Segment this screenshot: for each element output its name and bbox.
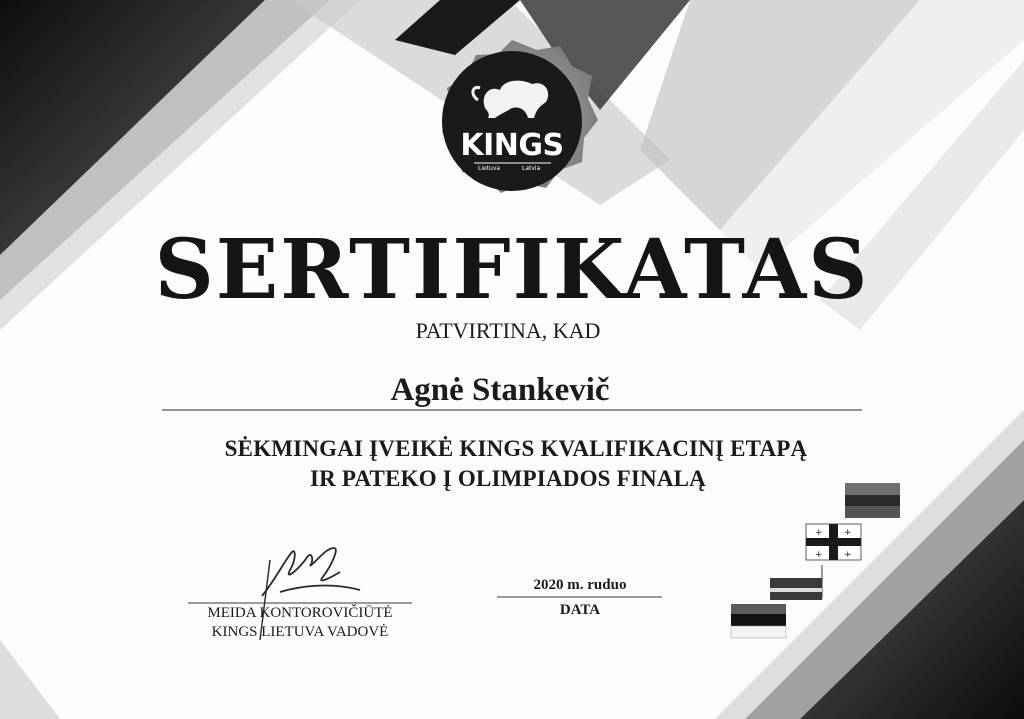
logo-small-right-text: Latvia [522,165,541,172]
date-value: 2020 m. ruduo [533,577,627,593]
bottom-left-light-band [0,640,60,719]
logo-small-left-text: Lietuva [478,165,501,172]
estonia-flag-icon [731,604,786,638]
svg-text:+: + [844,528,852,538]
georgia-flag-icon [806,524,861,560]
signature-scribble [262,548,360,596]
latvia-flag-icon [770,565,822,600]
logo-brand-text: KINGS [460,128,564,163]
certificate-title: SERTIFIKATAS [154,222,870,318]
svg-text:+: + [815,550,823,560]
certificate-subtitle: PATVIRTINA, KAD [415,318,601,343]
logo-circle [442,51,582,191]
signatory-role: KINGS LIETUVA VADOVĖ [211,624,389,640]
recipient-name: Agnė Stankevič [390,372,610,408]
achievement-line-1: SĖKMINGAI ĮVEIKĖ KINGS KVALIFIKACINĮ ETAPĄ [224,436,808,461]
date-label: DATA [559,602,601,618]
svg-text:+: + [844,550,852,560]
achievement-line-2: IR PATEKO Į OLIMPIADOS FINALĄ [310,466,706,491]
signatory-name: MEIDA KONTOROVIČIŪTĖ [207,605,393,621]
svg-text:+: + [815,528,823,538]
